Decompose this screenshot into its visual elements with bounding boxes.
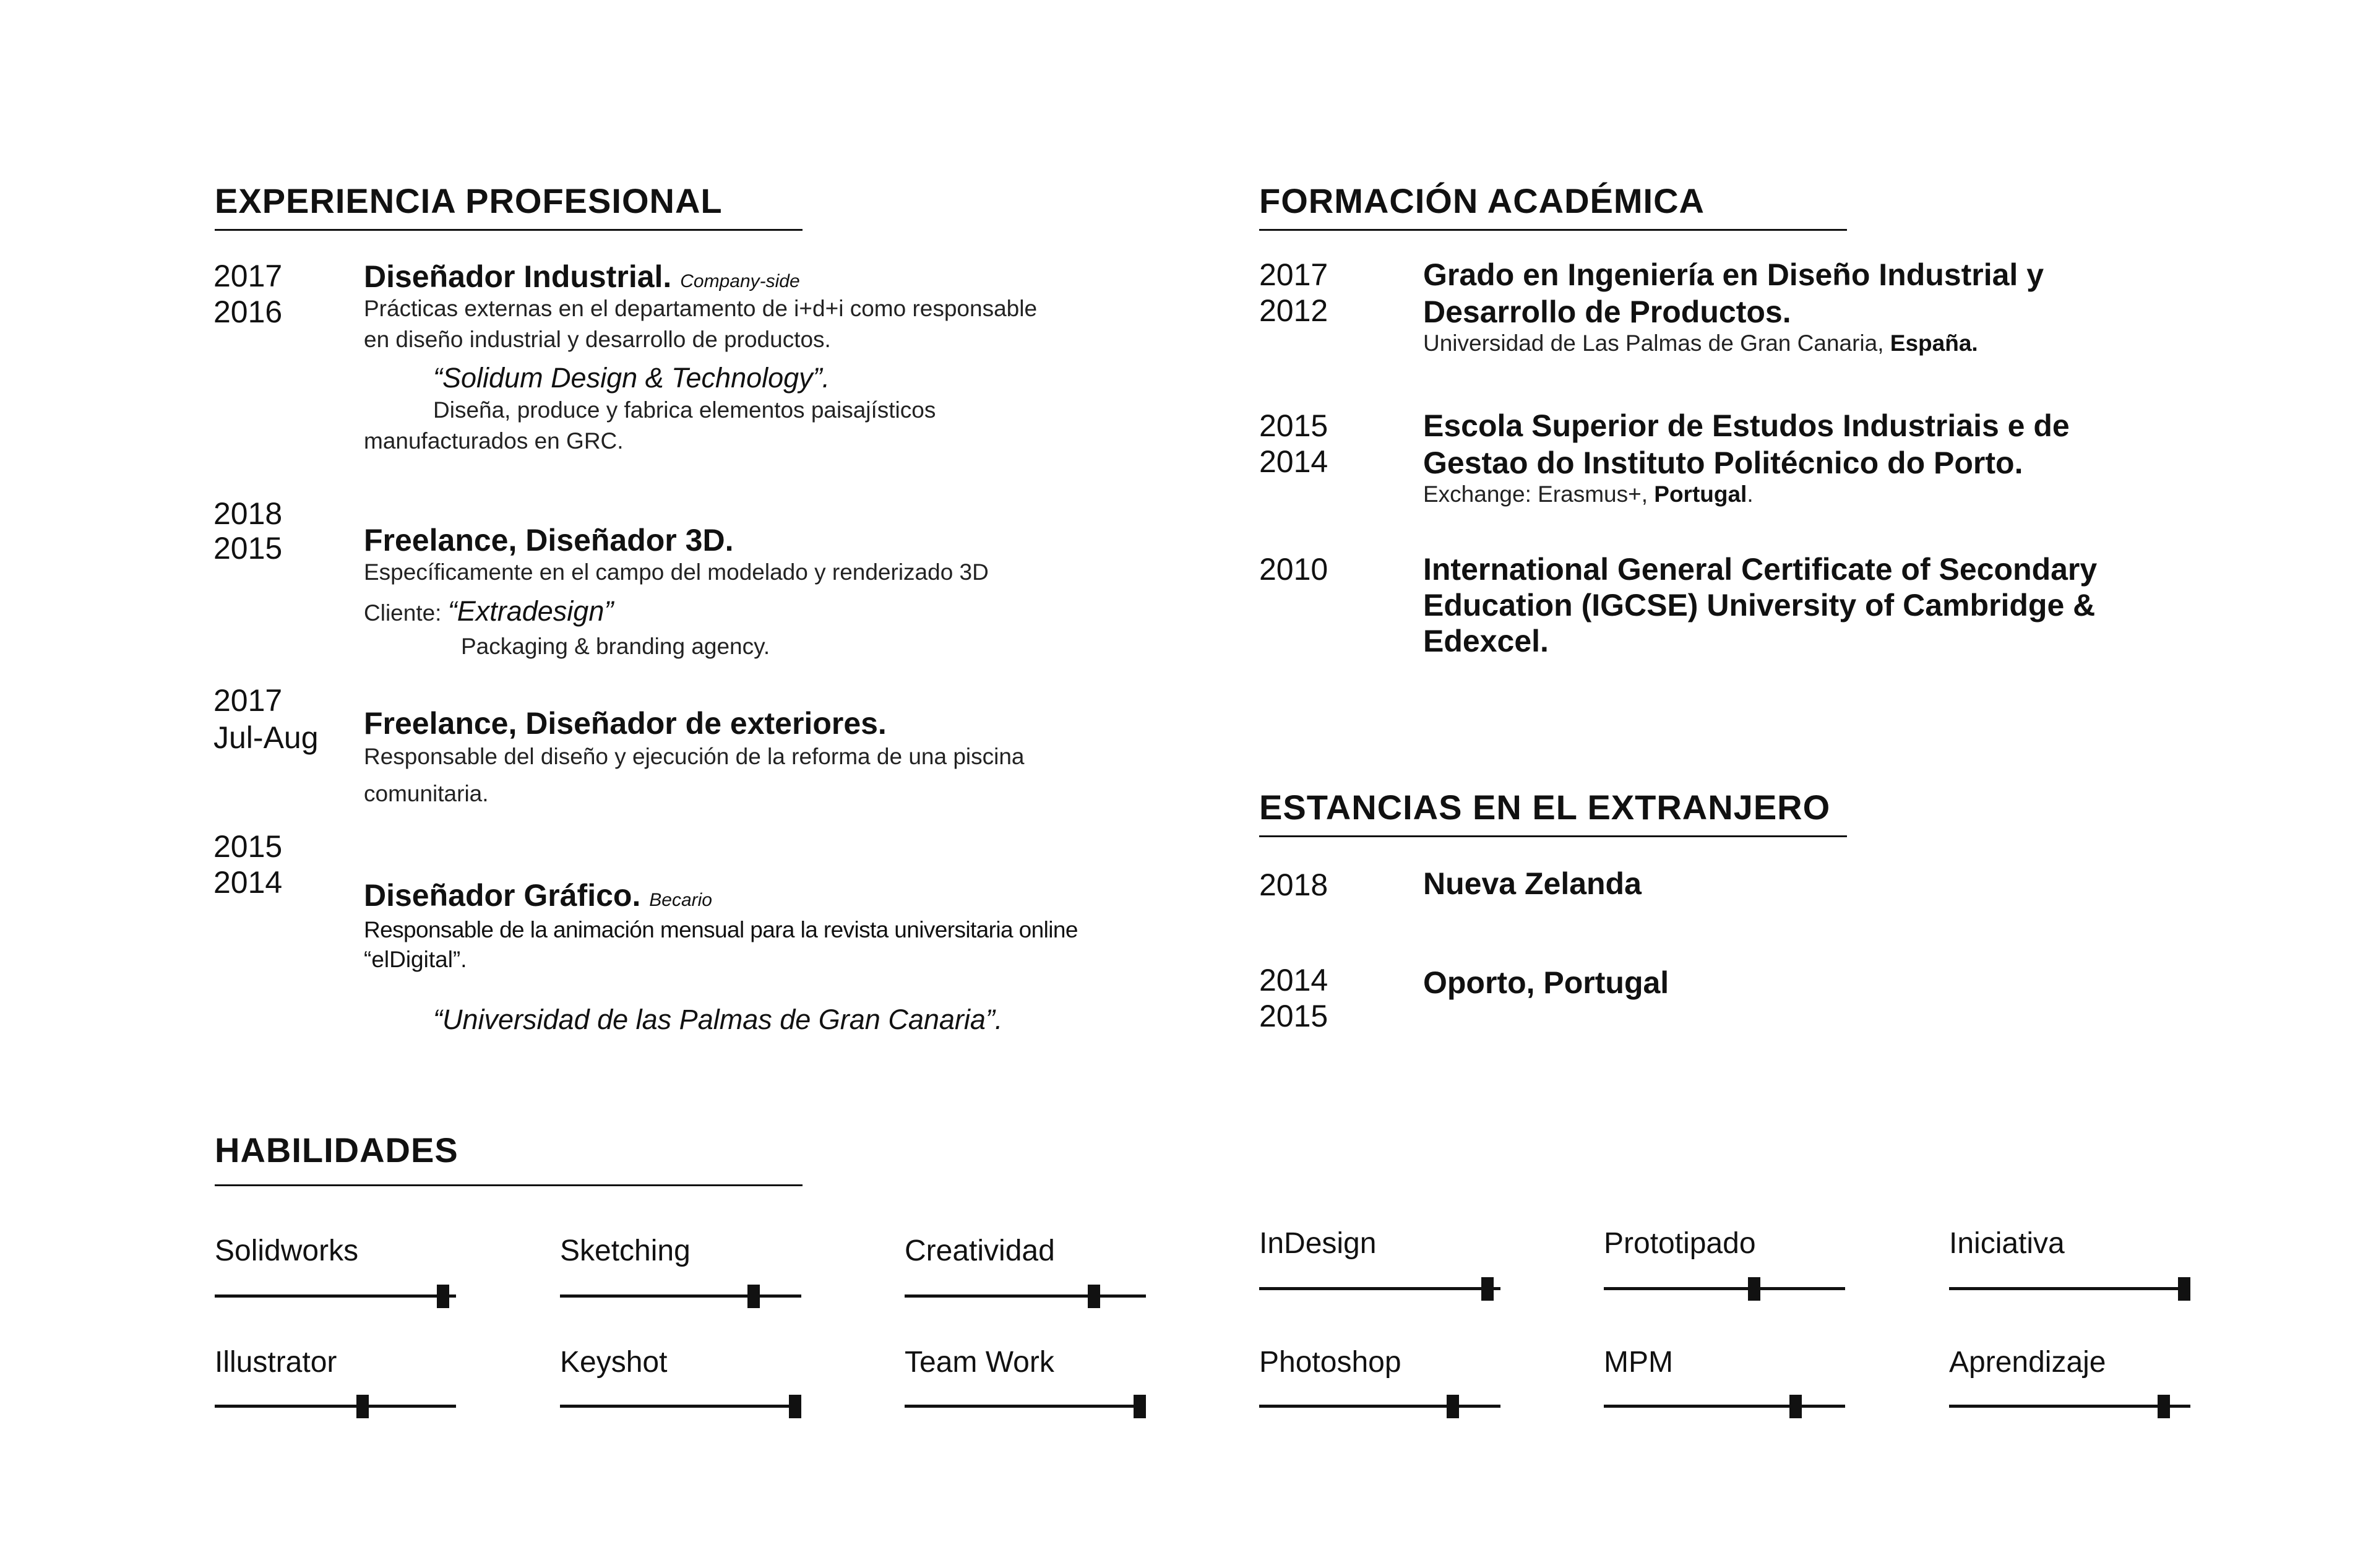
exp-1-tag: Company-side bbox=[680, 271, 800, 291]
exp-2-desc-1: Específicamente en el campo del modelado y renderizado 3D bbox=[364, 559, 989, 585]
skill-label-keyshot: Keyshot bbox=[560, 1346, 668, 1379]
edu-2-date-start: 2015 bbox=[1259, 408, 1328, 443]
exp-2-client-line bbox=[364, 595, 613, 629]
skill-label-team-work: Team Work bbox=[905, 1346, 1054, 1379]
skill-slider-knob bbox=[1134, 1395, 1146, 1418]
exp-4-desc-1: Responsable de la animación mensual para la revista universitaria online bbox=[364, 917, 1078, 942]
edu-1-country: España. bbox=[1890, 330, 1978, 356]
edu-3-title-1: International General Certificate of Secondary bbox=[1423, 552, 2098, 587]
exp-1-date-start: 2017 bbox=[213, 259, 283, 293]
exp-1-title bbox=[364, 259, 800, 295]
exp-1-date-end: 2016 bbox=[213, 295, 283, 329]
skill-slider-prototipado bbox=[1604, 1287, 1845, 1290]
skill-slider-iniciativa bbox=[1949, 1287, 2190, 1290]
skill-slider-creatividad bbox=[905, 1294, 1146, 1298]
skill-slider-photoshop bbox=[1259, 1405, 1500, 1408]
edu-2-exchange bbox=[1423, 480, 1754, 509]
exp-4-date-end: 2014 bbox=[213, 865, 283, 900]
skill-label-solidworks: Solidworks bbox=[215, 1234, 359, 1267]
skill-slider-knob bbox=[747, 1285, 760, 1308]
edu-1-title-1: Grado en Ingeniería en Diseño Industrial y bbox=[1423, 257, 2044, 292]
edu-2-title-1: Escola Superior de Estudos Industriais e de bbox=[1423, 408, 2070, 443]
skill-slider-indesign bbox=[1259, 1287, 1500, 1290]
edu-3-date: 2010 bbox=[1259, 552, 1328, 587]
exp-2-client-desc: Packaging & branding agency. bbox=[461, 634, 770, 659]
skill-slider-keyshot bbox=[560, 1405, 801, 1408]
skill-slider-aprendizaje bbox=[1949, 1405, 2190, 1408]
skill-label-indesign: InDesign bbox=[1259, 1227, 1377, 1260]
edu-2-exchange-text: Exchange: Erasmus+, bbox=[1423, 481, 1655, 507]
skill-slider-knob bbox=[1748, 1277, 1760, 1301]
exp-3-desc-2: comunitaria. bbox=[364, 781, 489, 806]
exp-1-client-desc-1: Diseña, produce y fabrica elementos paisajísticos bbox=[433, 397, 936, 423]
edu-2-exchange-end: . bbox=[1747, 481, 1754, 507]
edu-1-institution-text: Universidad de Las Palmas de Gran Canaria, bbox=[1423, 330, 1890, 356]
skill-slider-solidworks bbox=[215, 1294, 456, 1298]
exp-2-client-prefix: Cliente: bbox=[364, 600, 448, 626]
exp-1-desc-2: en diseño industrial y desarrollo de productos. bbox=[364, 327, 831, 352]
exp-3-date-end: Jul-Aug bbox=[213, 720, 319, 755]
experience-heading-rule bbox=[215, 229, 803, 231]
skill-label-aprendizaje: Aprendizaje bbox=[1949, 1346, 2106, 1379]
abroad-1-place: Nueva Zelanda bbox=[1423, 866, 1642, 901]
abroad-heading: ESTANCIAS EN EL EXTRANJERO bbox=[1259, 788, 1831, 827]
experience-heading: EXPERIENCIA PROFESIONAL bbox=[215, 181, 723, 220]
skill-slider-sketching bbox=[560, 1294, 801, 1298]
edu-1-title-2: Desarrollo de Productos. bbox=[1423, 295, 1791, 329]
abroad-2-date-end: 2015 bbox=[1259, 999, 1328, 1033]
exp-1-client: “Solidum Design & Technology”. bbox=[433, 362, 830, 394]
skill-slider-knob bbox=[789, 1395, 801, 1418]
exp-3-date-start: 2017 bbox=[213, 683, 283, 718]
edu-1-date-start: 2017 bbox=[1259, 257, 1328, 292]
skill-label-iniciativa: Iniciativa bbox=[1949, 1227, 2065, 1260]
edu-3-title-3: Edexcel. bbox=[1423, 624, 1549, 658]
skill-label-creatividad: Creatividad bbox=[905, 1234, 1055, 1267]
skill-slider-team-work bbox=[905, 1405, 1146, 1408]
exp-3-title: Freelance, Diseñador de exteriores. bbox=[364, 706, 887, 741]
education-heading-rule bbox=[1259, 229, 1847, 231]
skill-label-mpm: MPM bbox=[1604, 1346, 1673, 1379]
skill-slider-knob bbox=[1481, 1277, 1494, 1301]
skill-label-sketching: Sketching bbox=[560, 1234, 691, 1267]
exp-1-client-desc-2: manufacturados en GRC. bbox=[364, 428, 624, 454]
abroad-2-place: Oporto, Portugal bbox=[1423, 965, 1669, 1000]
exp-3-desc-1: Responsable del diseño y ejecución de la reforma de una piscina bbox=[364, 744, 1025, 769]
skills-heading-rule bbox=[215, 1184, 803, 1186]
edu-2-date-end: 2014 bbox=[1259, 444, 1328, 479]
edu-2-title-2: Gestao do Instituto Politécnico do Porto. bbox=[1423, 446, 2023, 480]
skill-slider-knob bbox=[2158, 1395, 2170, 1418]
skill-label-photoshop: Photoshop bbox=[1259, 1346, 1401, 1379]
exp-1-title-text: Diseñador Industrial. bbox=[364, 259, 672, 294]
skill-slider-illustrator bbox=[215, 1405, 456, 1408]
skill-slider-knob bbox=[356, 1395, 369, 1418]
exp-4-date-start: 2015 bbox=[213, 829, 283, 864]
exp-4-title bbox=[364, 877, 712, 913]
abroad-2-date-start: 2014 bbox=[1259, 963, 1328, 997]
exp-4-client: “Universidad de las Palmas de Gran Canaria”. bbox=[433, 1004, 1003, 1035]
skill-slider-knob bbox=[2178, 1277, 2190, 1301]
abroad-1-date: 2018 bbox=[1259, 868, 1328, 902]
edu-1-date-end: 2012 bbox=[1259, 293, 1328, 328]
exp-4-tag: Becario bbox=[649, 890, 712, 910]
skill-slider-knob bbox=[1088, 1285, 1100, 1308]
skills-heading: HABILIDADES bbox=[215, 1131, 458, 1170]
skill-slider-knob bbox=[1447, 1395, 1459, 1418]
exp-4-desc-2: “elDigital”. bbox=[364, 947, 467, 972]
exp-2-date-start: 2018 bbox=[213, 496, 283, 531]
exp-4-title-text: Diseñador Gráfico. bbox=[364, 878, 641, 913]
abroad-heading-rule bbox=[1259, 835, 1847, 837]
exp-2-title: Freelance, Diseñador 3D. bbox=[364, 523, 734, 558]
exp-1-desc-1: Prácticas externas en el departamento de i+d+i como responsable bbox=[364, 296, 1038, 321]
skill-label-prototipado: Prototipado bbox=[1604, 1227, 1756, 1260]
exp-2-client: “Extradesign” bbox=[447, 595, 614, 627]
skill-slider-knob bbox=[437, 1285, 449, 1308]
skill-slider-knob bbox=[1789, 1395, 1802, 1418]
edu-1-institution bbox=[1423, 329, 1978, 358]
skill-slider-mpm bbox=[1604, 1405, 1845, 1408]
skill-label-illustrator: Illustrator bbox=[215, 1346, 337, 1379]
edu-3-title-2: Education (IGCSE) University of Cambridge & bbox=[1423, 588, 2096, 622]
edu-2-country: Portugal bbox=[1654, 481, 1747, 507]
exp-2-date-end: 2015 bbox=[213, 531, 283, 566]
education-heading: FORMACIÓN ACADÉMICA bbox=[1259, 181, 1705, 220]
